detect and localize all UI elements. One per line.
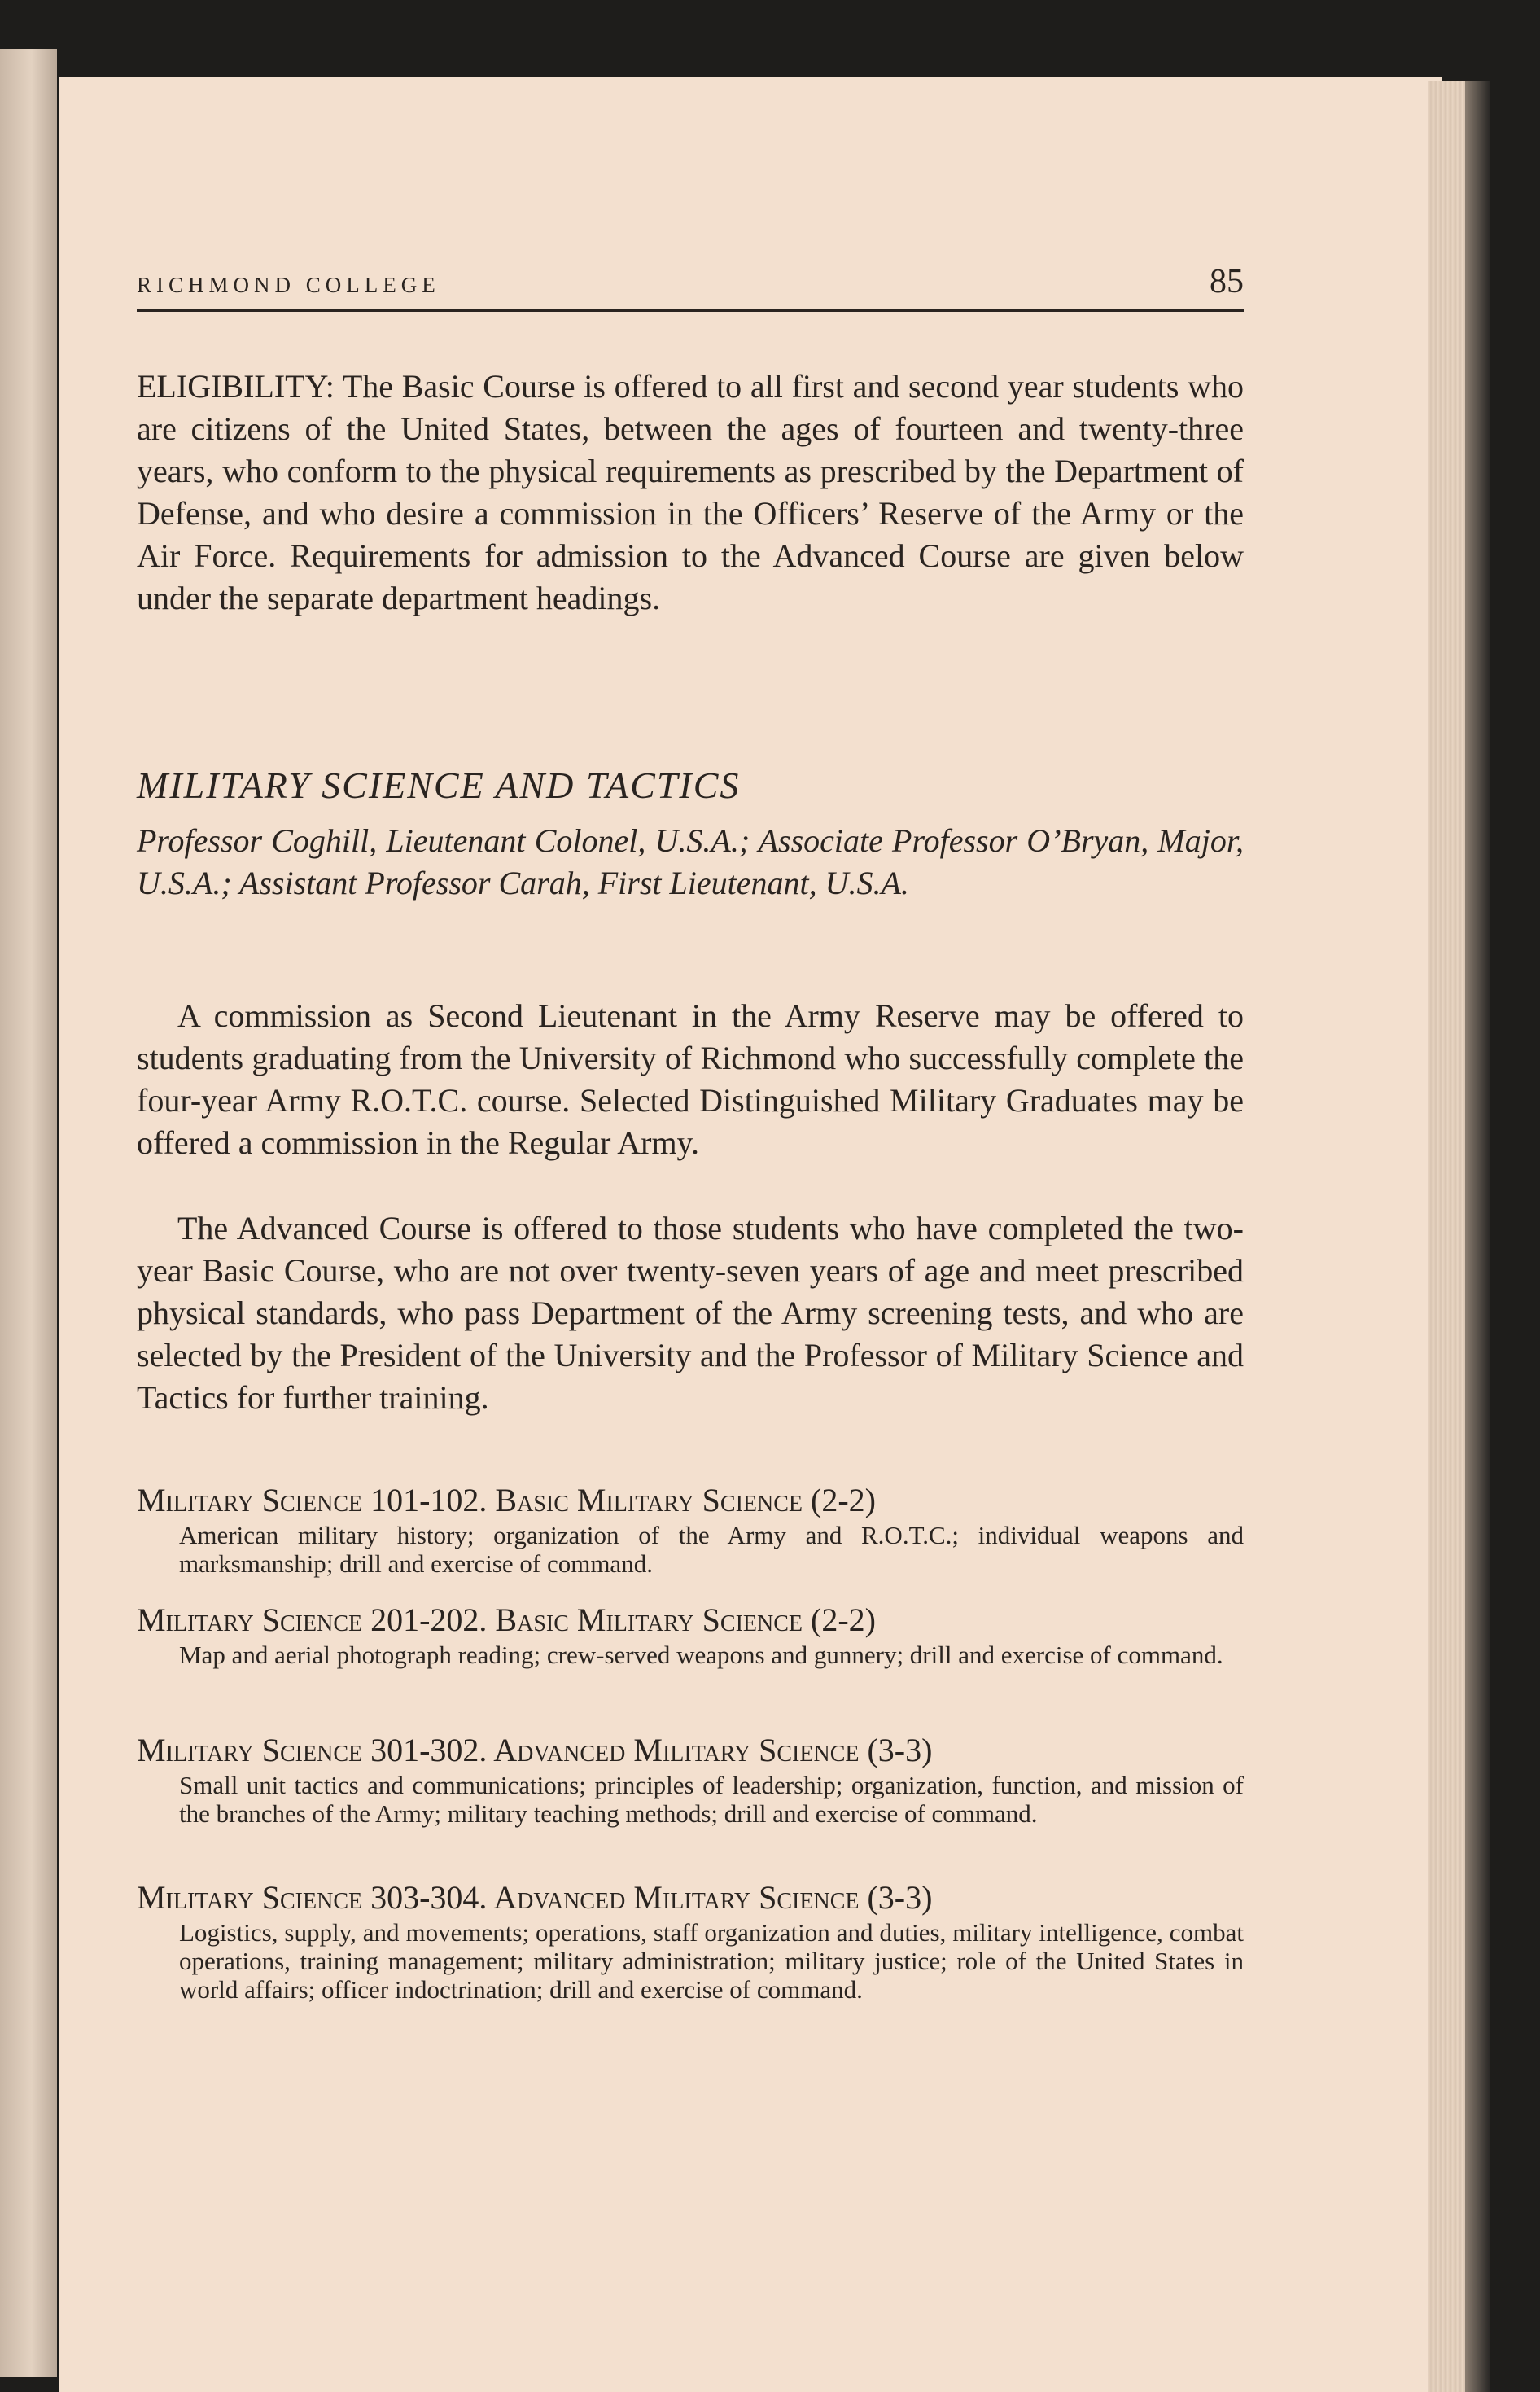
advanced-course-paragraph: The Advanced Course is offered to those students who have completed the two-year Basic Course, who are not over twenty-seven years of age and meet prescribed physical standards, who pass Department of the Army screening tests, and who are selected by the President of the University and the Professor of Military Science and Tactics for further training.	[137, 1210, 1244, 1416]
header-rule	[137, 309, 1244, 312]
course-entry	[137, 1600, 1244, 1669]
eligibility-paragraph: ELIGIBILITY: The Basic Course is offered to all first and second year students who are citizens of the United States, between the ages of fourteen and twenty-three years, who conform to the physical requirements as prescribed by the Department of Defense, and who desire a commission in the Officers’ Reserve of the Army or the Air Force. Requirements for admission to the Advanced Course are given below under the separate department headings.	[137, 368, 1244, 616]
course-entry	[137, 1877, 1244, 2004]
running-head	[137, 259, 1244, 308]
course-description: American military history; organization of the Army and R.O.T.C.; individual weapons and marksmanship; drill and exercise of command.	[179, 1521, 1244, 1578]
faculty-listing: Professor Coghill, Lieutenant Colonel, U.S.A.; Associate Professor O’Bryan, Major, U.S.A.; Assistant Professor Carah, First Lieutenant, U.S.A.	[137, 822, 1244, 901]
page-number: 85	[1210, 263, 1244, 300]
section-heading: MILITARY SCIENCE AND TACTICS	[137, 764, 741, 806]
left-page-edge	[0, 49, 57, 2377]
course-title: Military Science 101-102. Basic Military Science (2-2)	[137, 1482, 876, 1518]
course-description: Logistics, supply, and movements; operations, staff organization and duties, military intelligence, combat operations, training management; military administration; military justice; role of the United States in world affairs; officer indoctrination; drill and exercise of command.	[179, 1918, 1244, 2004]
course-entry	[137, 1480, 1244, 1578]
course-description: Map and aerial photograph reading; crew-served weapons and gunnery; drill and exercise of command.	[179, 1641, 1223, 1669]
course-title: Military Science 201-202. Basic Military Science (2-2)	[137, 1601, 876, 1638]
course-description: Small unit tactics and communications; principles of leadership; organization, function, and mission of the branches of the Army; military teaching methods; drill and exercise of command.	[179, 1771, 1244, 1828]
course-title: Military Science 301-302. Advanced Military Science (3-3)	[137, 1732, 933, 1768]
commission-paragraph: A commission as Second Lieutenant in the Army Reserve may be offered to students graduating from the University of Richmond who successfully complete the four-year Army R.O.T.C. course. Selected Distinguished Military Graduates may be offered a commission in the Regular Army.	[137, 997, 1244, 1161]
course-title: Military Science 303-304. Advanced Military Science (3-3)	[137, 1879, 933, 1916]
page-shadow	[1465, 81, 1490, 2392]
running-title: RICHMOND COLLEGE	[137, 273, 440, 297]
course-entry	[137, 1730, 1244, 1828]
